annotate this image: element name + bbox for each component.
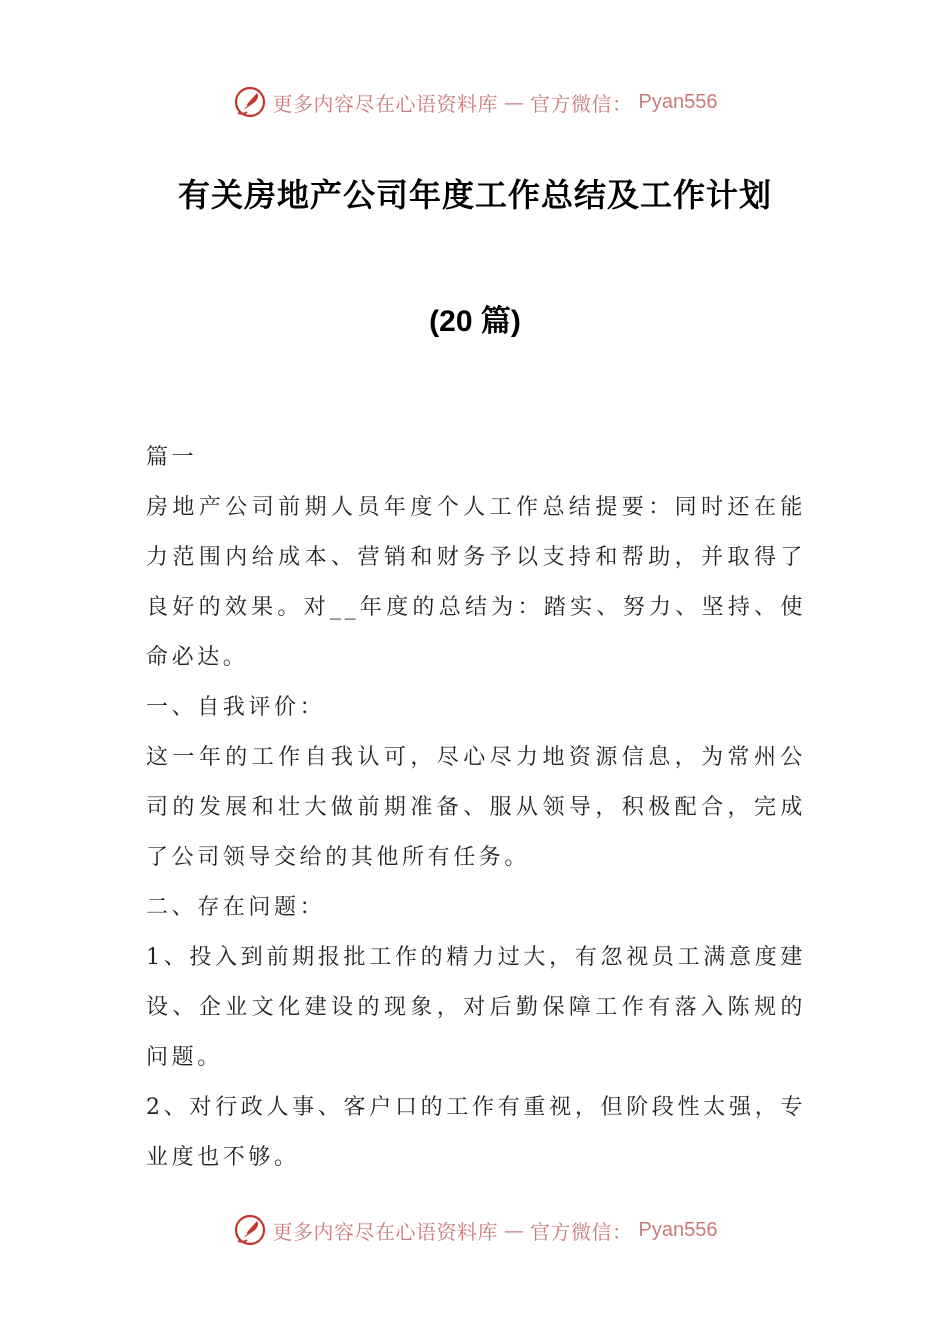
body-paragraph: 1、投入到前期报批工作的精力过大，有忽视员工满意度建设、企业文化建设的现象，对后勤保障工作有落入陈规的问题。 xyxy=(146,945,806,1070)
watermark-separator: — xyxy=(504,90,525,114)
feather-pen-circle-icon xyxy=(233,1213,267,1247)
watermark-text: 更多内容尽在心语资料库 xyxy=(272,91,499,116)
watermark-text: 更多内容尽在心语资料库 xyxy=(272,1219,499,1244)
body-paragraph: 2、对行政人事、客户口的工作有重视，但阶段性太强，专业度也不够。 xyxy=(146,1095,806,1170)
body-paragraph: 这一年的工作自我认可，尽心尽力地资源信息，为常州公司的发展和壮大做前期准备、服从领导，积极配合，完成了公司领导交给的其他所有任务。 xyxy=(146,745,806,870)
watermark-footer xyxy=(0,1210,950,1250)
section-heading: 二、存在问题： xyxy=(146,895,326,920)
watermark-label: 官方微信： xyxy=(530,91,633,116)
watermark-id: Pyan556 xyxy=(638,90,718,113)
document-subtitle: (20 篇) xyxy=(429,305,521,338)
watermark-label: 官方微信： xyxy=(530,1219,633,1244)
watermark-header xyxy=(0,82,950,122)
watermark-separator: — xyxy=(504,1218,525,1242)
document-title: 有关房地产公司年度工作总结及工作计划 xyxy=(177,176,772,214)
feather-pen-circle-icon xyxy=(233,85,267,119)
document-body xyxy=(146,433,806,1183)
section-heading: 一、自我评价： xyxy=(146,695,326,720)
body-paragraph: 房地产公司前期人员年度个人工作总结提要：同时还在能力范围内给成本、营销和财务予以支持和帮助，并取得了良好的效果。对__年度的总结为：踏实、努力、坚持、使命必达。 xyxy=(146,495,806,670)
watermark-id: Pyan556 xyxy=(638,1218,718,1241)
section-heading: 篇一 xyxy=(146,445,198,470)
